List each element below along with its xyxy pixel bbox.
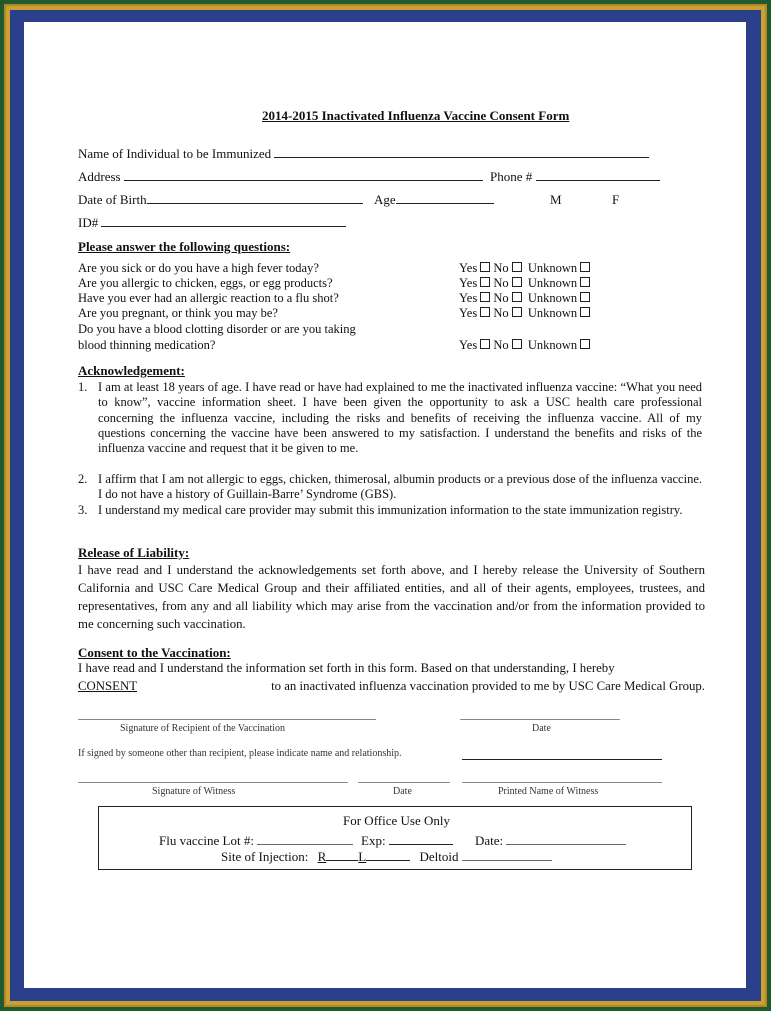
age-field[interactable] [374,192,494,207]
dob-label: Date of Birth [78,192,147,207]
answer-row-4 [459,306,590,321]
consent-line-1: I have read and I understand the information set forth in this form. Based on that understanding, I hereby [78,661,615,675]
office-title: For Office Use Only [343,813,450,828]
date-label: Date [532,723,551,734]
other-signer-label: If signed by someone other than recipient, please indicate name and relationship. [78,748,402,759]
phone-label: Phone # [490,169,533,184]
recipient-signature-label: Signature of Recipient of the Vaccination [120,723,286,734]
consent-word: CONSENT [78,679,138,693]
question-3: Have you ever had an allergic reaction to a flu shot? [78,291,339,305]
id-label: ID# [78,215,99,230]
yes-label: Yes [459,261,478,275]
office-date-line[interactable] [506,833,626,845]
yes-checkbox[interactable] [480,262,490,272]
no-checkbox[interactable] [512,262,522,272]
answer-row-2 [459,276,590,291]
no-checkbox[interactable] [512,339,522,349]
printed-name-line[interactable] [462,782,662,783]
ack-item-2: I affirm that I am not allergic to eggs, chicken, thimerosal, albumin products or a previous dose of the influenza vaccine. I do not have a history of Guillain-Barre’ Syndrome (GBS). [98,472,702,502]
question-5a: Do you have a blood clotting disorder or are you taking [78,322,356,336]
unknown-label: Unknown [527,276,578,290]
yes-label: Yes [459,276,478,290]
question-4: Are you pregnant, or think you may be? [78,306,278,320]
ack-item-1: I am at least 18 years of age. I have read or have had explained to me the inactivated influenza vaccine: “What you need to know”, vaccine information sheet. I have been given the opportunity to ask a USC health care professional concerning the influenza vaccine, including the risks and benefits of receiving the influenza vaccine. All of my questions concerning the vaccine have been answered to my satisfaction. I understand the benefits and risks of the influenza vaccine and request that it be given to me. [98,380,702,456]
address-line[interactable] [124,169,483,181]
exp-field[interactable] [361,833,453,848]
unknown-checkbox[interactable] [580,277,590,287]
deltoid-line[interactable] [462,849,552,861]
id-field[interactable] [78,215,346,230]
date-field[interactable] [475,833,626,848]
unknown-checkbox[interactable] [580,292,590,302]
question-1: Are you sick or do you have a high fever today? [78,261,319,275]
witness-date-line[interactable] [358,782,450,783]
ack-heading: Acknowledgement: [78,363,185,378]
site-label: Site of Injection: [221,849,309,864]
questions-heading: Please answer the following questions: [78,239,291,254]
address-label: Address [78,169,121,184]
date-line[interactable] [460,719,620,720]
unknown-checkbox[interactable] [580,307,590,317]
recipient-signature-line[interactable] [78,719,376,720]
office-use-box [98,806,692,870]
other-signer-line[interactable] [462,759,662,760]
office-date-label: Date: [475,833,504,848]
name-line[interactable] [274,146,649,158]
site-field[interactable] [221,849,552,864]
site-deltoid[interactable]: Deltoid [419,849,459,864]
question-5b: blood thinning medication? [78,338,216,352]
release-text: I have read and I understand the acknowledgements set forth above, and I hereby release the University of Southern California and USC Care Medical Group and their affiliated entities, and all of their agents, employees, trustees, and representatives, from any and all liability which may arise from the vaccination and/or from the information provided to me concerning such vaccination. [78,563,705,631]
consent-heading: Consent to the Vaccination: [78,645,231,660]
age-line[interactable] [396,192,494,204]
answer-row-3 [459,291,590,306]
consent-line-2: to an inactivated influenza vaccination provided to me by USC Care Medical Group. [271,679,705,693]
unknown-label: Unknown [527,261,578,275]
lot-field[interactable] [159,833,353,848]
dob-line[interactable] [147,192,363,204]
unknown-label: Unknown [527,338,578,352]
site-r-line [326,849,358,861]
consent-line-2-wrap [78,679,705,694]
sex-m[interactable]: M [550,192,562,207]
consent-form-page [24,22,746,988]
site-r[interactable]: R [317,849,327,864]
yes-checkbox[interactable] [480,307,490,317]
unknown-checkbox[interactable] [580,262,590,272]
form-title: 2014-2015 Inactivated Influenza Vaccine Consent Form [262,108,570,123]
name-field[interactable] [78,146,649,161]
yes-label: Yes [459,291,478,305]
yes-label: Yes [459,306,478,320]
yes-checkbox[interactable] [480,339,490,349]
yes-checkbox[interactable] [480,277,490,287]
no-checkbox[interactable] [512,307,522,317]
printed-name-label: Printed Name of Witness [498,786,599,797]
exp-line[interactable] [389,833,453,845]
ack-item-3: I understand my medical care provider may submit this immunization information to the state immunization registry. [98,503,683,517]
witness-signature-label: Signature of Witness [152,786,236,797]
no-label: No [493,291,509,305]
id-line[interactable] [101,215,346,227]
witness-date-label: Date [393,786,412,797]
phone-field[interactable] [490,169,660,184]
site-l-line [366,849,410,861]
yes-label: Yes [459,338,478,352]
ack-num-2: 2. [78,472,88,486]
witness-signature-line[interactable] [78,782,348,783]
sex-f[interactable]: F [612,192,620,207]
lot-label: Flu vaccine Lot #: [159,833,254,848]
unknown-label: Unknown [527,306,578,320]
answer-row-1 [459,261,590,276]
lot-line[interactable] [257,833,353,845]
site-l[interactable]: L [358,849,367,864]
phone-line[interactable] [536,169,660,181]
yes-checkbox[interactable] [480,292,490,302]
question-2: Are you allergic to chicken, eggs, or egg products? [78,276,333,290]
no-label: No [493,338,509,352]
unknown-label: Unknown [527,291,578,305]
ack-num-1: 1. [78,380,88,394]
no-label: No [493,276,509,290]
unknown-checkbox[interactable] [580,339,590,349]
ack-num-3: 3. [78,503,88,517]
answer-row-5 [459,338,590,353]
age-label: Age [374,192,396,207]
no-label: No [493,261,509,275]
name-label: Name of Individual to be Immunized [78,146,272,161]
no-checkbox[interactable] [512,277,522,287]
dob-field[interactable] [78,192,363,207]
exp-label: Exp: [361,833,386,848]
address-field[interactable] [78,169,483,184]
release-heading: Release of Liability: [78,545,190,560]
no-checkbox[interactable] [512,292,522,302]
no-label: No [493,306,509,320]
